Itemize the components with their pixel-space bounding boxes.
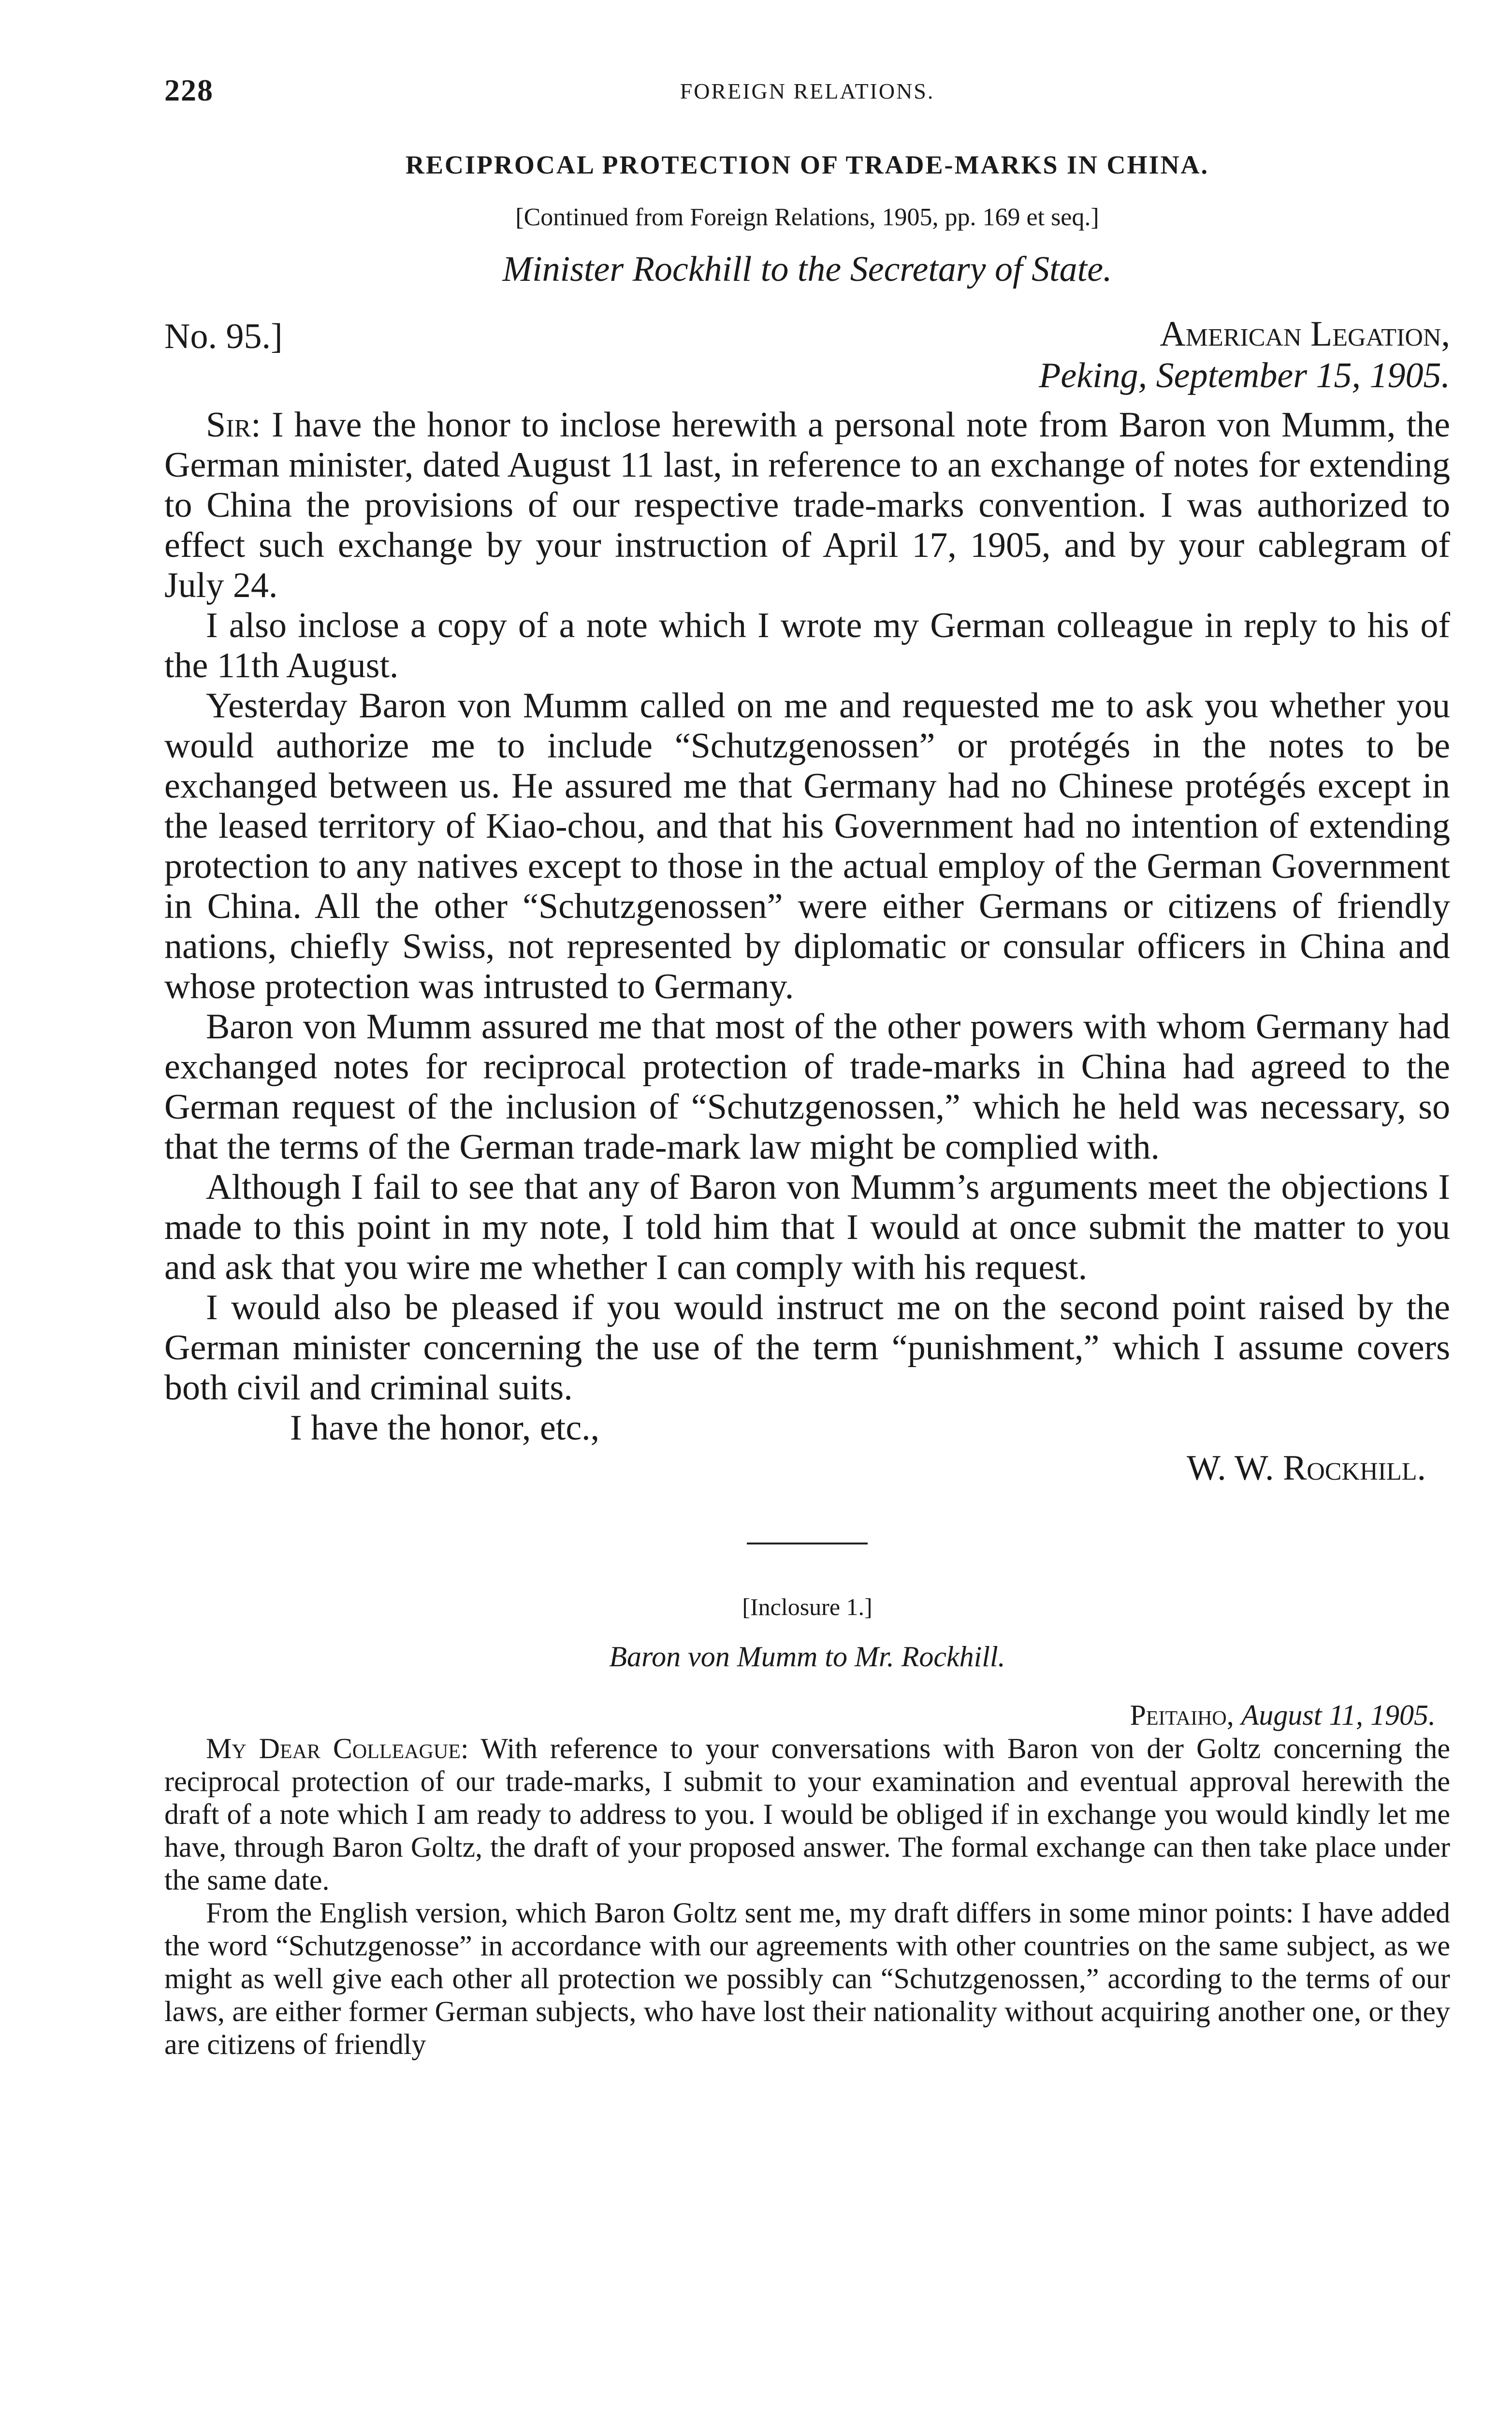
paragraph-text: : I have the honor to inclose herewith a personal note from Baron von Mumm, the German minister, dated August 11 last, in reference to an exchange of notes for extending to China the provisions of our respective trade-marks convention. I was authorized to effect such exchange by your instruction of April 17, 1905, and by your cablegram of July 24. (164, 405, 1450, 605)
signature-name: Rockhill. (1282, 1448, 1426, 1488)
page-number: 228 (164, 73, 214, 107)
letter-paragraph-4: Baron von Mumm assured me that most of the other powers with whom Germany had exchanged notes for reciprocal protection of trade-marks in China had agreed to the German request of the inclusion of “Schutzgenossen,” which he held was necessary, so that the terms of the German trade-mark law might be complied with. (164, 1007, 1450, 1167)
section-divider (747, 1543, 868, 1544)
letter-paragraph-2: I also inclose a copy of a note which I wrote my German colleague in reply to his of the 11th August. (164, 606, 1450, 685)
letter-closing: I have the honor, etc., (290, 1408, 600, 1448)
signature (164, 1448, 1450, 1488)
section-title: RECIPROCAL PROTECTION OF TRADE-MARKS IN CHINA. (405, 150, 1209, 179)
letter-paragraph-1 (164, 405, 1450, 606)
letter-dateline-block (164, 313, 1450, 405)
document-number: No. 95.] (164, 317, 283, 356)
inclosure-dateline (164, 1699, 1450, 1732)
place-date: Peking, September 15, 1905. (1039, 356, 1450, 395)
legation-dateline (1039, 313, 1450, 396)
running-head: FOREIGN RELATIONS. (680, 79, 935, 103)
letter-paragraph-5: Although I fail to see that any of Baron von Mumm’s arguments meet the objections I made to this point in my note, I told him that I would at once submit the matter to you and ask that you wire me whether I can comply with his request. (164, 1167, 1450, 1287)
inclosure-place: Peitaiho, (1130, 1699, 1234, 1731)
letter-heading: Minister Rockhill to the Secretary of State. (502, 249, 1112, 289)
inclosure-label: [Inclosure 1.] (742, 1593, 872, 1620)
inclosure-paragraph-2: From the English version, which Baron Goltz sent me, my draft differs in some minor points: I have added the word “Schutzgenosse” in accordance with our agreements with other countries on the same subject, as we might as well give each other all protection we possibly can “Schutzgenossen,” according to the terms of our laws, are either former German subjects, who have lost their nationality without acquiring another one, or they are citizens of friendly (164, 1897, 1450, 2060)
salutation: Sir (206, 405, 251, 445)
inclosure-body (164, 1732, 1450, 2061)
section-subtitle: [Continued from Foreign Relations, 1905, pp. 169 et seq.] (515, 204, 1099, 231)
inclosure-date: August 11, 1905. (1241, 1699, 1436, 1731)
inclosure-heading: Baron von Mumm to Mr. Rockhill. (609, 1641, 1005, 1673)
legation-name: American Legation, (1160, 314, 1450, 354)
inclosure-paragraph-1 (164, 1732, 1450, 1896)
document-page (164, 73, 1450, 2061)
signature-initials: W. W. (1187, 1448, 1274, 1488)
letter-paragraph-6: I would also be pleased if you would instruct me on the second point raised by the German minister concerning the use of the term “punishment,” which I assume covers both civil and criminal suits. (164, 1288, 1450, 1408)
paragraph-text: : With reference to your conversations with Baron von der Goltz concerning the reciprocal protection of our trade-marks, I submit to your examination and eventual approval herewith the draft of a note which I am ready to address to you. I would be obliged if in exchange you would kindly let me have, through Baron Goltz, the draft of your proposed answer. The formal exchange can then take place under the same date. (164, 1733, 1450, 1896)
inclosure-salutation: My Dear Colleague (206, 1733, 461, 1764)
letter-body (164, 405, 1450, 1408)
page-header (164, 73, 1450, 116)
letter-paragraph-3: Yesterday Baron von Mumm called on me and requested me to ask you whether you would authorize me to include “Schutzgenossen” or protégés in the notes to be exchanged between us. He assured me that Germany had no Chinese protégés except in the leased territory of Kiao-chou, and that his Government had no intention of extending protection to any natives except to those in the actual employ of the German Government in China. All the other “Schutzgenossen” were either Germans or citizens of friendly nations, chiefly Swiss, not represented by diplomatic or consular officers in China and whose protection was intrusted to Germany. (164, 686, 1450, 1006)
